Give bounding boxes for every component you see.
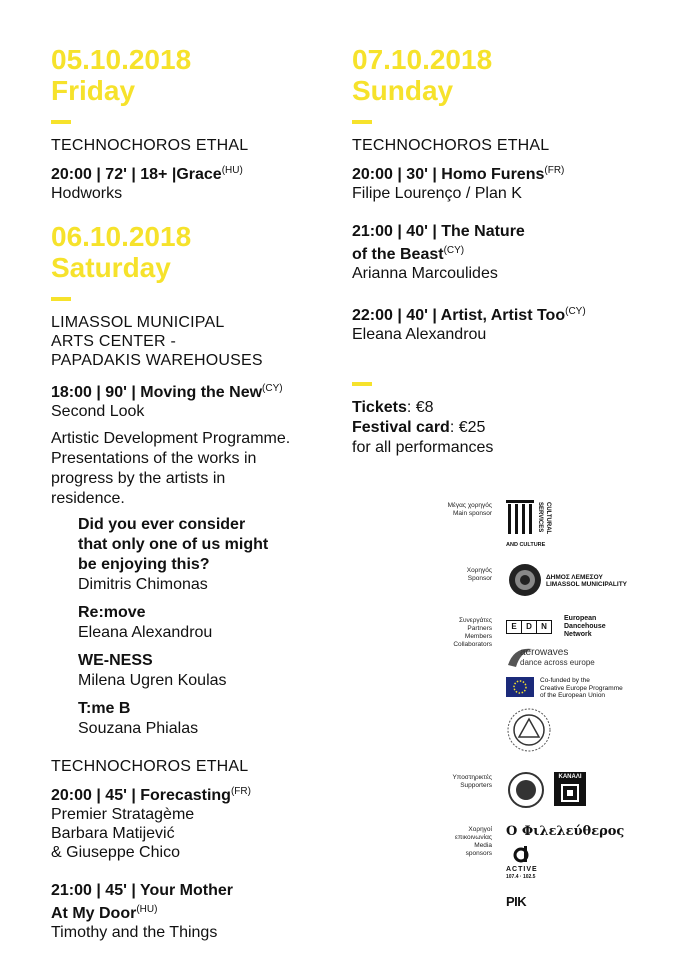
- work-title-line: that only one of us might: [78, 536, 269, 553]
- description-line: residence.: [51, 490, 125, 507]
- work-artist: Souzana Phialas: [78, 720, 199, 737]
- sunday-date: 07.10.2018: [352, 44, 493, 75]
- work-title-line: Re:move: [78, 604, 146, 621]
- label-line: Υποστηρικτές: [452, 774, 492, 781]
- yellow-divider: [352, 120, 372, 124]
- tickets-note: for all performances: [352, 439, 494, 456]
- edn-name: [564, 615, 606, 639]
- label-line: Χορηγός: [466, 567, 492, 574]
- eu-line: Creative Europe Programme: [540, 684, 623, 692]
- edn-letter: D: [522, 620, 537, 634]
- rik-text: ΡΙΚ: [506, 894, 527, 909]
- yellow-divider: [352, 382, 372, 386]
- left-column: [51, 44, 341, 942]
- active-mark-icon: [510, 844, 532, 864]
- active-frequency: 107.4 · 102.5: [506, 874, 536, 880]
- programme-description: [51, 429, 341, 509]
- eu-text: [540, 677, 623, 700]
- work-title-line: be enjoying this?: [78, 556, 210, 573]
- ministry-logo-text: CULTURAL SERVICES: [537, 502, 551, 535]
- municipality-name-gr: ΔΗΜΟΣ ΛΕΜΕΣΟΥ: [546, 574, 603, 581]
- description-line: Presentations of the works in: [51, 450, 257, 467]
- saturday-venue-2: TECHNOCHOROS ETHAL: [51, 758, 249, 775]
- origin-tag: (CY): [443, 245, 465, 256]
- rik-logo: [506, 894, 526, 909]
- friday-venue: TECHNOCHOROS ETHAL: [51, 137, 249, 154]
- eu-line: Co-funded by the: [540, 677, 590, 684]
- performance-artist: Hodworks: [51, 185, 123, 202]
- title-text: 18:00 | 90' | Moving the New: [51, 384, 263, 401]
- work-artist: Milena Ugren Koulas: [78, 672, 227, 689]
- phileleftheros-text: Ο Φιλελεύθερος: [506, 824, 625, 839]
- performance-forecasting: [51, 782, 341, 862]
- performance-your-mother: [51, 881, 341, 942]
- kanali-mark-icon: [560, 783, 580, 803]
- work-artist: Dimitris Chimonas: [78, 576, 208, 593]
- residency-work: [78, 603, 341, 642]
- label-line: Συνεργάτες: [458, 617, 492, 624]
- edn-letters: [506, 620, 552, 634]
- eu-flag-icon: [506, 677, 534, 697]
- title-line: [352, 241, 652, 264]
- sponsor-label: [420, 617, 492, 649]
- title-line: [51, 900, 341, 923]
- card-price: : €25: [449, 419, 486, 436]
- kanali-logo: [554, 772, 586, 806]
- eu-line: of the European Union: [540, 692, 606, 699]
- yellow-divider: [51, 297, 71, 301]
- sponsor-label: [420, 502, 492, 518]
- work-artist: Eleana Alexandrou: [78, 624, 213, 641]
- residency-work: [78, 515, 341, 594]
- saturday-date: 06.10.2018: [51, 221, 192, 252]
- residency-work: [78, 651, 341, 690]
- sunday-venue: TECHNOCHOROS ETHAL: [352, 137, 550, 154]
- description-line: progress by the artists in: [51, 470, 226, 487]
- right-column: [352, 44, 652, 458]
- origin-tag: (FR): [544, 165, 565, 176]
- tickets-label: Tickets: [352, 399, 407, 416]
- venue-line: PAPADAKIS WAREHOUSES: [51, 352, 263, 369]
- venue-line: LIMASSOL MUNICIPAL: [51, 314, 225, 331]
- performance-artist: Timothy and the Things: [51, 924, 218, 941]
- performance-homo-furens: [352, 161, 652, 203]
- label-line: Main sponsor: [452, 510, 492, 517]
- performance-moving-the-new: [51, 379, 341, 421]
- edn-letter: E: [506, 620, 522, 634]
- card-label: Festival card: [352, 419, 450, 436]
- work-title-line: Did you ever consider: [78, 516, 246, 533]
- aerowaves-name: [520, 648, 595, 668]
- artist-line: Barbara Matijević: [51, 825, 175, 842]
- performance-title: [51, 161, 341, 184]
- triangle-seal-icon: [506, 707, 552, 753]
- title-text: 20:00 | 72' | 18+ |Grace: [51, 166, 222, 183]
- performance-grace: [51, 161, 341, 203]
- label-line: Supporters: [460, 782, 492, 789]
- label-line: Sponsor: [467, 575, 492, 582]
- title-text: 20:00 | 30' | Homo Furens: [352, 166, 545, 183]
- title-text: At My Door: [51, 905, 137, 922]
- municipality-seal-icon: [508, 563, 542, 597]
- sponsor-label: [420, 826, 492, 858]
- artist-line: & Giuseppe Chico: [51, 844, 180, 861]
- venue-line: ARTS CENTER -: [51, 333, 176, 350]
- origin-tag: (FR): [230, 786, 251, 797]
- performance-artist-artist-too: [352, 302, 652, 344]
- municipality-name: [546, 574, 627, 588]
- label-line: Partners: [467, 625, 492, 632]
- aerowaves-title: aerowaves: [520, 647, 569, 658]
- aerowaves-tagline: dance across europe: [520, 658, 595, 667]
- label-line: Members: [464, 633, 492, 640]
- performance-artist: Second Look: [51, 403, 145, 420]
- tickets-price: : €8: [406, 399, 434, 416]
- phileleftheros-logo: [506, 824, 624, 839]
- title-text: 22:00 | 40' | Artist, Artist Too: [352, 307, 566, 324]
- edn-line: European: [564, 615, 597, 622]
- origin-tag: (HU): [136, 904, 158, 915]
- performance-artist: Filipe Lourenço / Plan K: [352, 185, 522, 202]
- edn-line: Dancehouse: [564, 623, 606, 630]
- edn-letter: N: [537, 620, 552, 634]
- origin-tag: (CY): [262, 383, 283, 394]
- performance-title: [352, 161, 652, 184]
- performance-title: [51, 379, 341, 402]
- label-line: Media: [474, 842, 492, 849]
- ministry-logo: [506, 500, 556, 549]
- tickets-line: [352, 398, 652, 418]
- origin-tag: (CY): [565, 306, 586, 317]
- performance-title: [352, 302, 652, 325]
- saturday-day: Saturday: [51, 252, 171, 283]
- title-line: 21:00 | 40' | The Nature: [352, 223, 525, 240]
- kanali-text: ΚΑΝΑΛΙ: [558, 774, 582, 780]
- performance-artist: Eleana Alexandrou: [352, 326, 487, 343]
- work-title-line: WE-NESS: [78, 652, 153, 669]
- work-title-line: T:me B: [78, 700, 131, 717]
- label-line: Μέγας χορηγός: [447, 502, 492, 509]
- sponsor-label: [420, 774, 492, 790]
- friday-date: 05.10.2018: [51, 44, 192, 75]
- title-line: 21:00 | 45' | Your Mother: [51, 882, 233, 899]
- title-text: of the Beast: [352, 246, 444, 263]
- supporter-seal-icon: [508, 772, 544, 808]
- origin-tag: (HU): [221, 165, 243, 176]
- residency-work: [78, 699, 341, 738]
- label-line: sponsors: [465, 850, 492, 857]
- active-text: ACTIVE: [506, 866, 538, 873]
- ministry-logo-sub: AND CULTURE: [506, 542, 546, 548]
- sunday-day: Sunday: [352, 75, 454, 106]
- sponsor-label: [420, 567, 492, 583]
- description-line: Artistic Development Programme.: [51, 430, 291, 447]
- performance-nature-of-the-beast: [352, 222, 652, 283]
- performance-artist: Arianna Marcoulides: [352, 265, 498, 282]
- friday-day: Friday: [51, 75, 136, 106]
- edn-line: Network: [564, 631, 592, 638]
- saturday-venue: [51, 313, 341, 370]
- artist-line: Premier Stratagème: [51, 806, 195, 823]
- label-line: Collaborators: [453, 641, 492, 648]
- ticket-info: [352, 398, 652, 458]
- label-line: Χορηγοί: [468, 826, 492, 833]
- yellow-divider: [51, 120, 71, 124]
- label-line: επικοινωνίας: [455, 834, 492, 841]
- municipality-name-en: LIMASSOL MUNICIPALITY: [546, 581, 628, 588]
- title-text: 20:00 | 45' | Forecasting: [51, 787, 231, 804]
- performance-title: [51, 782, 341, 805]
- card-line: [352, 418, 652, 438]
